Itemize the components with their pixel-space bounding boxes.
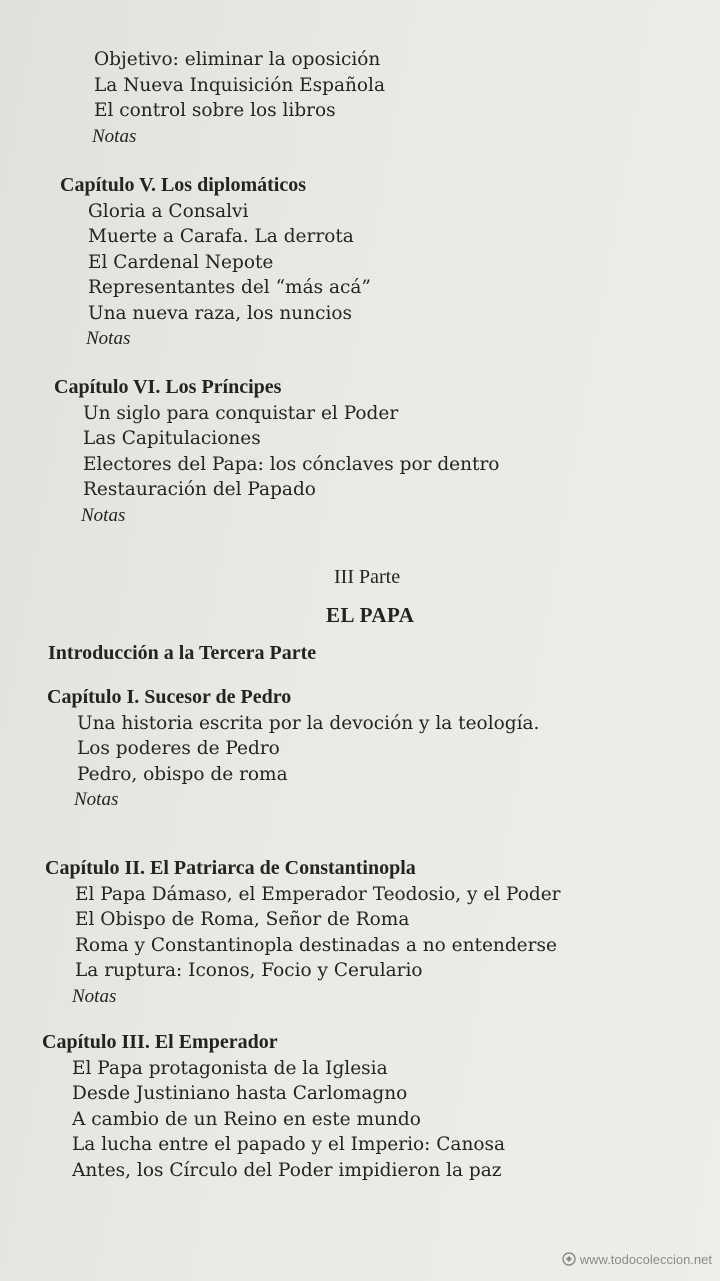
toc-entry: Objetivo: eliminar la oposición (94, 49, 381, 70)
toc-notas: Notas (86, 328, 131, 349)
toc-notas: Notas (81, 504, 126, 526)
chapter-iii (42, 1030, 505, 1183)
toc-entry: Una nueva raza, los nuncios (88, 302, 353, 324)
toc-notas: Notas (74, 789, 119, 810)
toc-entry: Pedro, obispo de roma (77, 763, 288, 785)
toc-entry: Restauración del Papado (83, 479, 316, 500)
toc-entry: El Papa protagonista de la Iglesia (72, 1057, 388, 1079)
toc-entry: Desde Justiniano hasta Carlomagno (72, 1083, 408, 1104)
toc-entry: Las Capitulaciones (83, 428, 261, 449)
section-top (94, 47, 385, 149)
toc-entry: El control sobre los libros (94, 100, 336, 121)
chapter-heading: Capítulo V. Los diplomáticos (60, 174, 306, 196)
toc-entry: Los poderes de Pedro (77, 738, 280, 759)
toc-entry: La Nueva Inquisición Española (94, 74, 385, 96)
toc-entry: La ruptura: Iconos, Focio y Cerulario (75, 960, 423, 981)
chapter-heading: Capítulo III. El Emperador (42, 1031, 278, 1053)
chapter-v (60, 173, 371, 352)
site-watermark (562, 1252, 712, 1267)
chapter-vi (54, 375, 499, 528)
todocoleccion-logo-icon (562, 1252, 576, 1266)
toc-entry: A cambio de un Reino en este mundo (72, 1108, 421, 1130)
toc-notas: Notas (92, 125, 137, 147)
toc-entry: El Obispo de Roma, Señor de Roma (75, 909, 410, 930)
watermark-text: www.todocoleccion.net (579, 1252, 712, 1267)
toc-entry: El Cardenal Nepote (88, 251, 274, 273)
chapter-heading: Capítulo II. El Patriarca de Constantinopla (45, 857, 416, 879)
toc-entry: Muerte a Carafa. La derrota (88, 226, 354, 247)
part-intro: Introducción a la Tercera Parte (48, 642, 317, 664)
toc-notas: Notas (72, 985, 117, 1007)
toc-entry: Roma y Constantinopla destinadas a no entenderse (75, 934, 557, 956)
part-title: EL PAPA (326, 603, 415, 627)
toc-entry: El Papa Dámaso, el Emperador Teodosio, y el Poder (75, 883, 561, 905)
chapter-heading: Capítulo I. Sucesor de Pedro (47, 686, 292, 708)
toc-entry: Gloria a Consalvi (88, 200, 249, 222)
toc-entry: Representantes del “más acá” (88, 277, 371, 298)
chapter-i (47, 685, 539, 813)
chapter-heading: Capítulo VI. Los Príncipes (54, 376, 282, 398)
toc-entry: La lucha entre el papado y el Imperio: Canosa (72, 1134, 506, 1155)
toc-entry: Un siglo para conquistar el Poder (83, 402, 399, 424)
toc-entry: Una historia escrita por la devoción y la teología. (77, 712, 540, 734)
toc-entry: Antes, los Círculo del Poder impidieron la paz (72, 1159, 502, 1181)
part-label: III Parte (334, 566, 401, 588)
chapter-ii (45, 856, 561, 1009)
toc-entry: Electores del Papa: los cónclaves por dentro (83, 453, 500, 475)
